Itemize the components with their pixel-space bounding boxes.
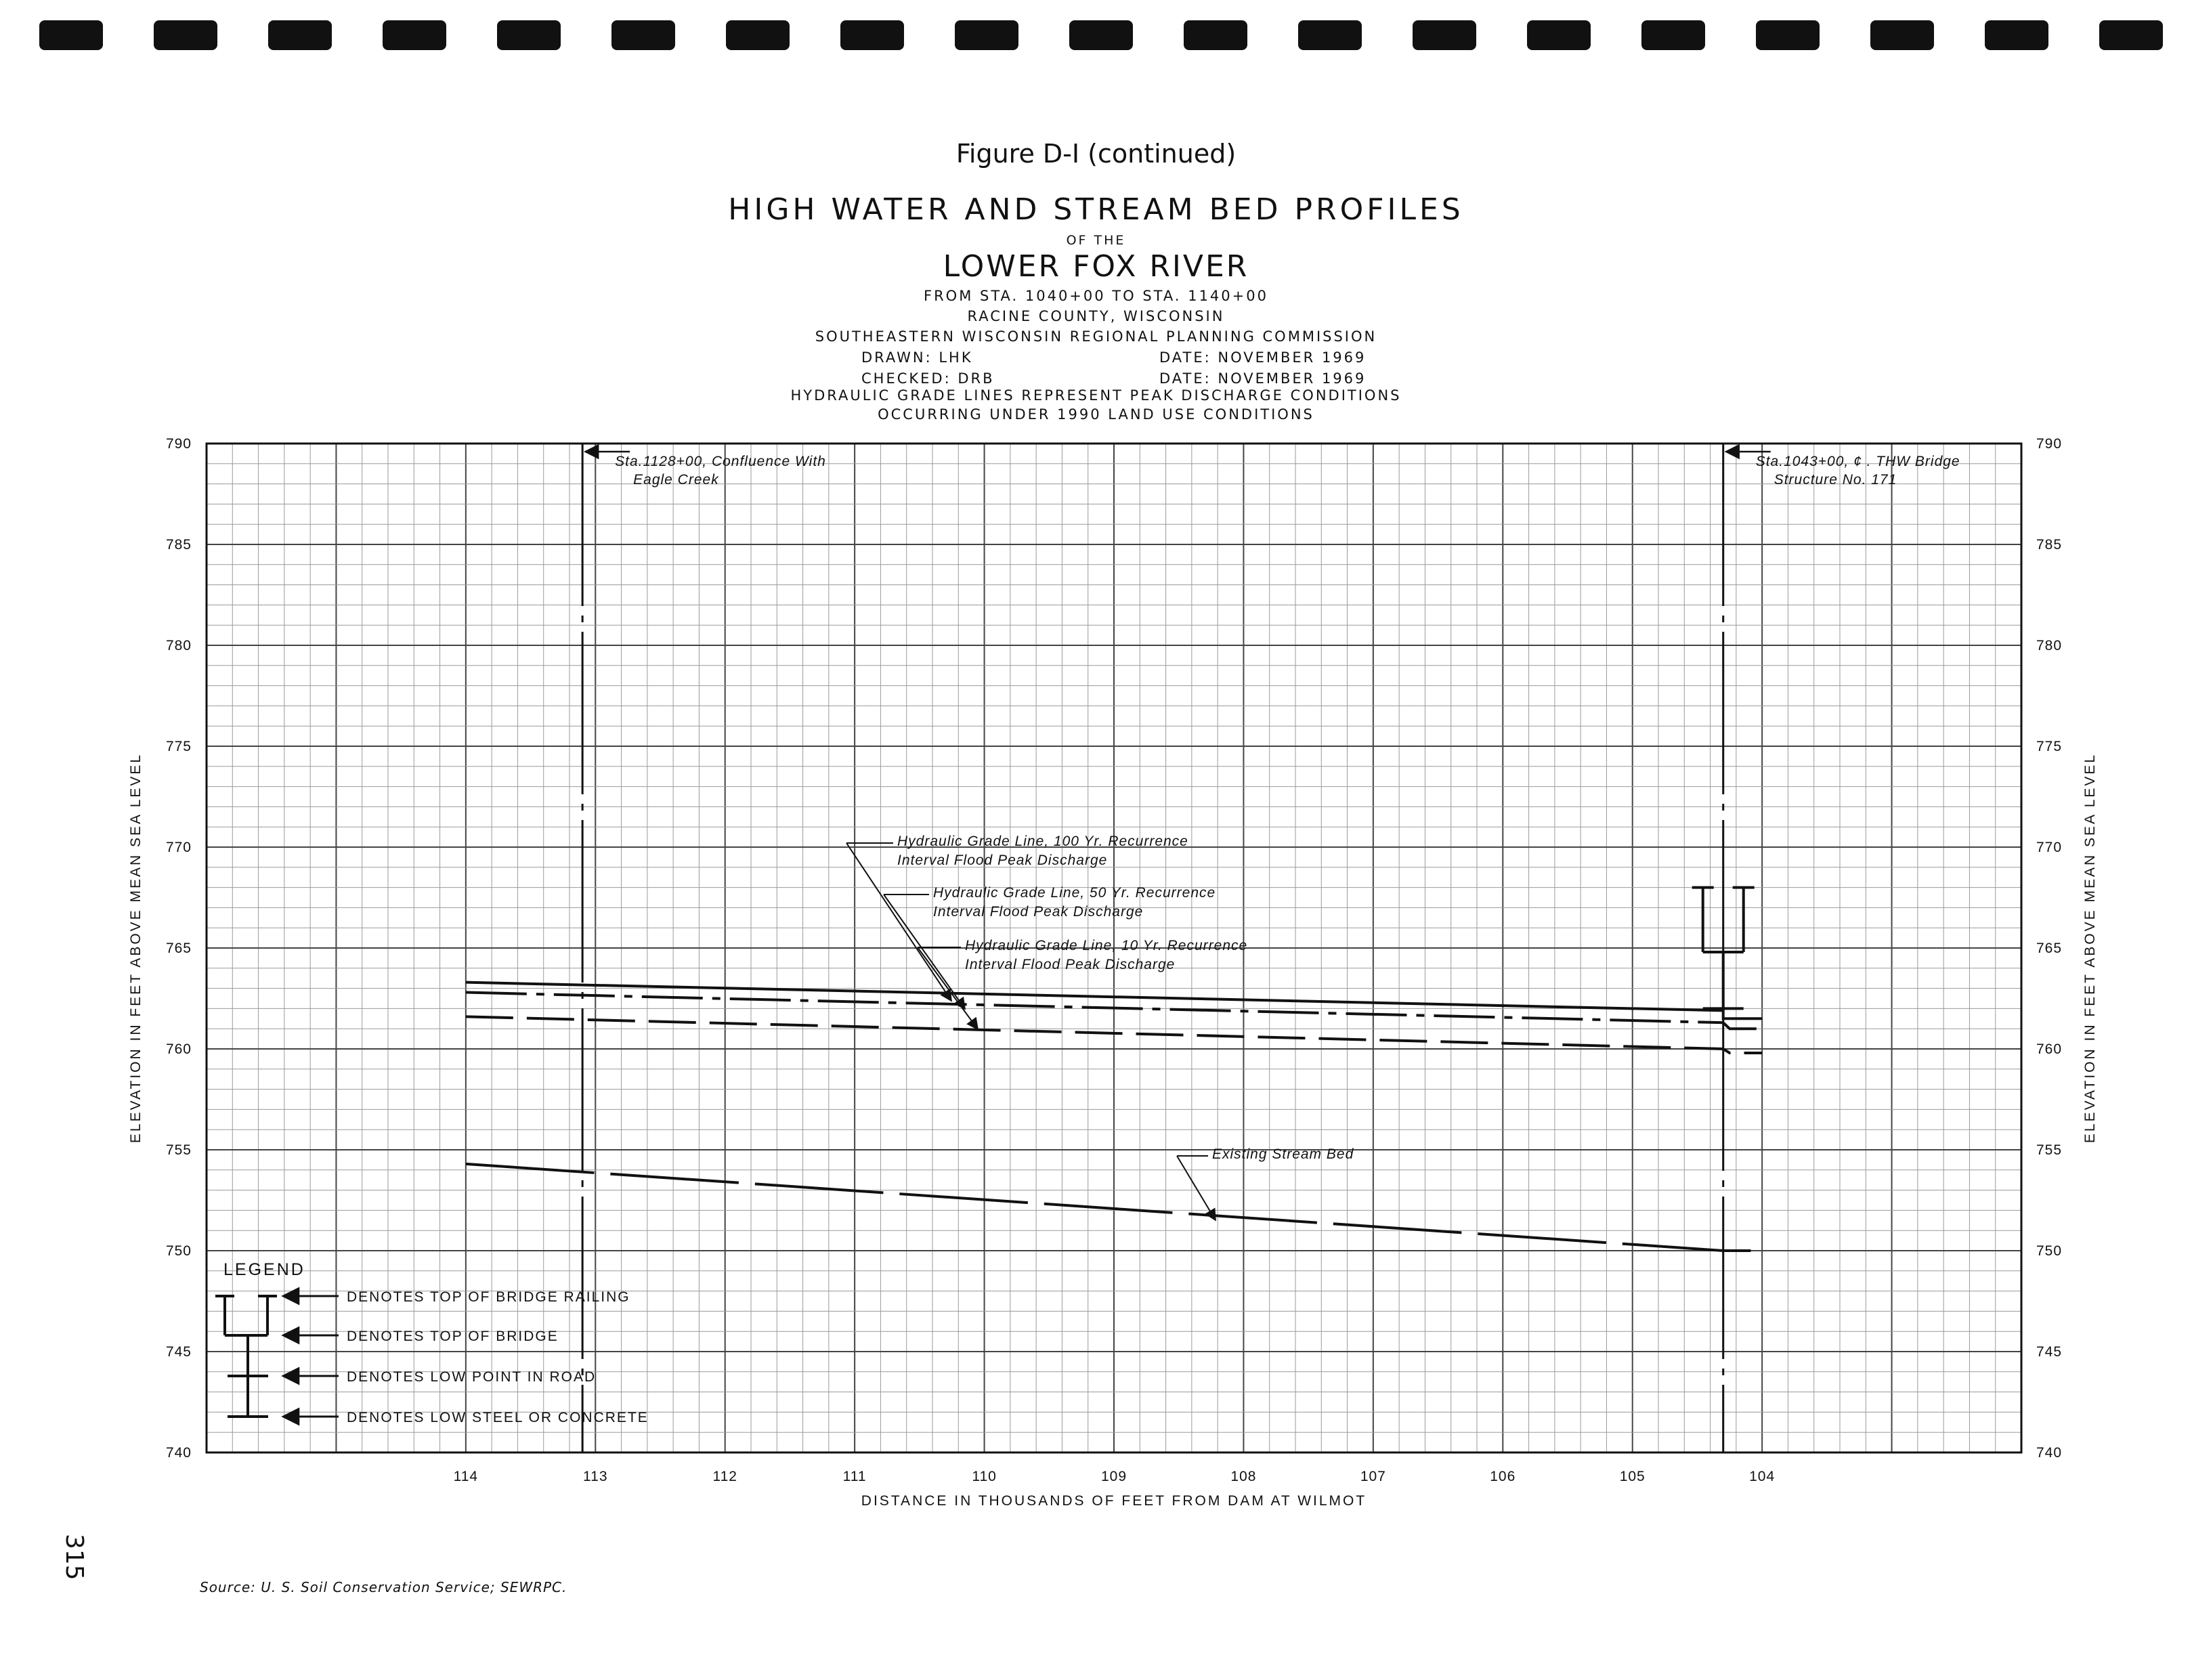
y-tick-label-left: 745 — [165, 1344, 192, 1360]
figure-number: Figure D-I (continued) — [955, 139, 1237, 169]
page-number: 315 — [60, 1534, 88, 1580]
y-tick-label-left: 740 — [165, 1445, 192, 1461]
x-axis-label: DISTANCE IN THOUSANDS OF FEET FROM DAM AT WILMOT — [861, 1493, 1367, 1509]
legend-item-label: DENOTES TOP OF BRIDGE — [347, 1329, 559, 1344]
y-tick-label-right: 750 — [2036, 1243, 2063, 1259]
y-axis-label-left: ELEVATION IN FEET ABOVE MEAN SEA LEVEL — [128, 752, 144, 1144]
x-tick-label: 105 — [1619, 1469, 1646, 1484]
y-tick-label-right: 760 — [2036, 1041, 2063, 1057]
y-tick-label-left: 750 — [165, 1243, 192, 1259]
note-line-1: HYDRAULIC GRADE LINES REPRESENT PEAK DISCHARGE CONDITIONS — [790, 387, 1402, 404]
drawn-date: DATE: NOVEMBER 1969 — [1159, 349, 1367, 366]
legend — [215, 1260, 649, 1425]
annotation-label: Hydraulic Grade Line, 10 Yr. Recurrence — [965, 938, 1248, 953]
x-tick-label: 114 — [453, 1469, 479, 1484]
annotation-label-line2: Interval Flood Peak Discharge — [897, 853, 1108, 868]
annotation-label: Existing Stream Bed — [1212, 1146, 1354, 1162]
annotation-label-line2: Interval Flood Peak Discharge — [933, 904, 1144, 920]
y-tick-label-left: 765 — [165, 941, 192, 956]
station-range: FROM STA. 1040+00 TO STA. 1140+00 — [924, 288, 1268, 304]
y-tick-label-left: 780 — [165, 638, 192, 653]
y-tick-label-left: 785 — [165, 537, 192, 553]
y-tick-label-left: 755 — [165, 1142, 192, 1158]
y-tick-label-right: 755 — [2036, 1142, 2063, 1158]
annotation-label-line2: Interval Flood Peak Discharge — [965, 957, 1176, 972]
y-tick-label-right: 785 — [2036, 537, 2063, 553]
legend-item-label: DENOTES TOP OF BRIDGE RAILING — [347, 1289, 630, 1305]
annotation-label: Hydraulic Grade Line, 100 Yr. Recurrence — [897, 834, 1188, 849]
annotation-label: Hydraulic Grade Line, 50 Yr. Recurrence — [933, 885, 1216, 901]
checked-date: DATE: NOVEMBER 1969 — [1159, 370, 1367, 387]
x-tick-label: 107 — [1360, 1469, 1386, 1484]
x-tick-label: 110 — [972, 1469, 997, 1484]
y-tick-label-left: 775 — [165, 739, 192, 754]
station-label-line2: Structure No. 171 — [1774, 472, 1897, 488]
chart-labels — [128, 753, 2098, 1509]
legend-item-label: DENOTES LOW POINT IN ROAD — [347, 1369, 597, 1385]
source-note: Source: U. S. Soil Conservation Service; SEWRPC. — [200, 1579, 567, 1595]
drawn-by: DRAWN: LHK — [861, 349, 973, 366]
y-tick-label-right: 770 — [2036, 840, 2063, 855]
chart-title: HIGH WATER AND STREAM BED PROFILES — [728, 192, 1464, 227]
x-tick-label: 111 — [842, 1469, 867, 1484]
y-tick-label-right: 780 — [2036, 638, 2063, 653]
note-line-2: OCCURRING UNDER 1990 LAND USE CONDITIONS — [878, 406, 1314, 423]
legend-title: LEGEND — [223, 1260, 305, 1279]
checked-by: CHECKED: DRB — [861, 370, 995, 387]
y-tick-label-right: 765 — [2036, 941, 2063, 956]
x-tick-label: 109 — [1100, 1469, 1127, 1484]
commission: SOUTHEASTERN WISCONSIN REGIONAL PLANNING COMMISSION — [815, 328, 1377, 345]
river-name: LOWER FOX RIVER — [943, 249, 1249, 284]
y-tick-label-right: 745 — [2036, 1344, 2063, 1360]
y-axis-label-right: ELEVATION IN FEET ABOVE MEAN SEA LEVEL — [2082, 752, 2098, 1144]
station-label-line2: Eagle Creek — [633, 472, 719, 488]
x-tick-label: 104 — [1749, 1469, 1776, 1484]
county: RACINE COUNTY, WISCONSIN — [967, 308, 1225, 324]
y-tick-label-left: 760 — [165, 1041, 192, 1057]
x-tick-label: 113 — [583, 1469, 608, 1484]
station-label: Sta.1128+00, Confluence With — [615, 454, 826, 469]
y-tick-label-left: 790 — [165, 436, 192, 452]
x-tick-label: 112 — [712, 1469, 737, 1484]
legend-item-label: DENOTES LOW STEEL OR CONCRETE — [347, 1410, 649, 1425]
x-tick-label: 106 — [1490, 1469, 1516, 1484]
y-tick-label-left: 770 — [165, 840, 192, 855]
x-tick-label: 108 — [1230, 1469, 1257, 1484]
station-label: Sta.1043+00, ¢ . THW Bridge — [1755, 454, 1960, 469]
y-tick-label-right: 775 — [2036, 739, 2063, 754]
y-tick-label-right: 790 — [2036, 436, 2063, 452]
y-tick-label-right: 740 — [2036, 1445, 2063, 1461]
annotations — [846, 834, 1354, 1220]
chart-subtitle-of: OF THE — [1066, 233, 1126, 248]
